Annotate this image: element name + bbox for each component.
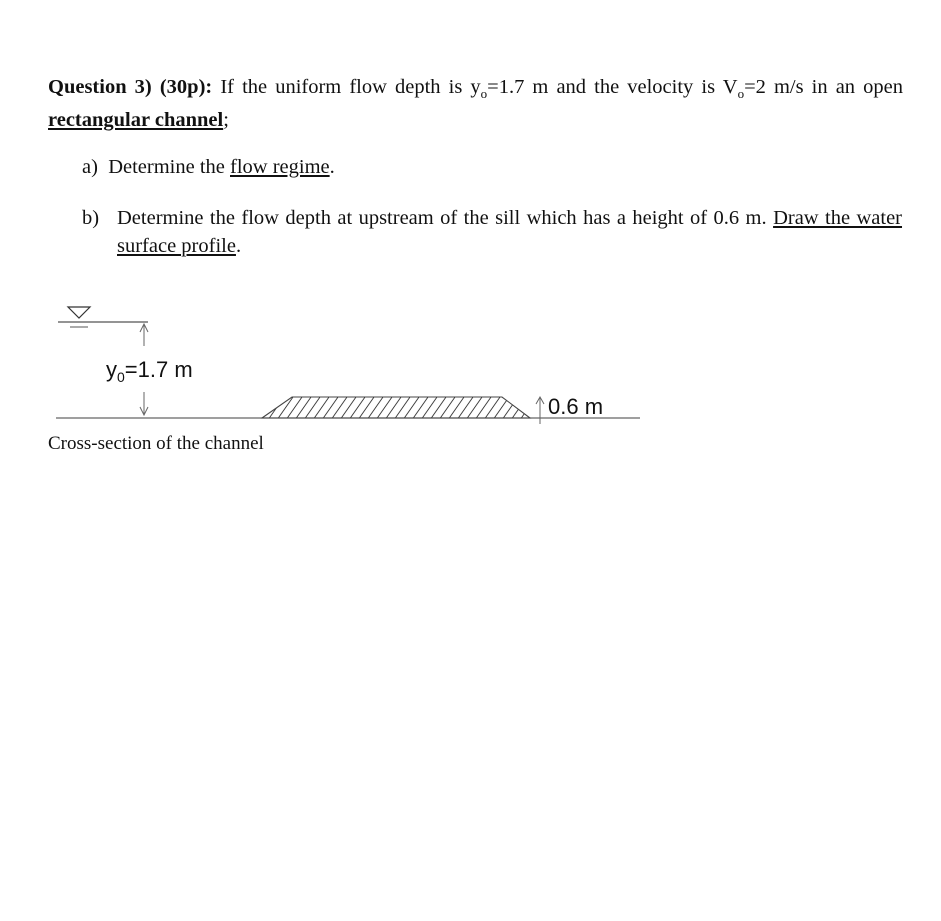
channel-term: rectangular channel	[48, 109, 224, 132]
part-a-label: a)	[82, 156, 98, 178]
part-a-term: flow regime	[230, 156, 330, 178]
sill-height-label: 0.6 m	[548, 394, 604, 419]
part-a-text: Determine the	[108, 156, 225, 178]
part-b-text: Determine the flow depth at upstream of the sill which has a height of 0.6 m.	[117, 207, 767, 229]
figure-caption: Cross-section of the channel	[48, 433, 264, 454]
question-intro-3: =2 m/s in an open	[744, 76, 903, 98]
question-header: Question 3) (30p):	[48, 76, 213, 98]
subscript-o: o	[737, 86, 745, 102]
part-a-end: .	[329, 156, 335, 178]
sill	[262, 397, 530, 418]
question-intro-2: =1.7 m and the velocity is V	[487, 76, 738, 98]
water-surface-symbol	[58, 307, 148, 327]
part-b-term: Draw the water surface profile	[117, 207, 903, 257]
part-b-end: .	[235, 235, 242, 257]
depth-label: $y_0=1.7$ m	[106, 357, 193, 385]
sill-height-arrow	[536, 397, 544, 424]
question-intro-1: If the uniform flow depth is y	[220, 76, 481, 98]
part-b-label: b)	[82, 207, 100, 229]
subscript-o: o	[480, 86, 488, 102]
question-end: ;	[223, 109, 229, 132]
